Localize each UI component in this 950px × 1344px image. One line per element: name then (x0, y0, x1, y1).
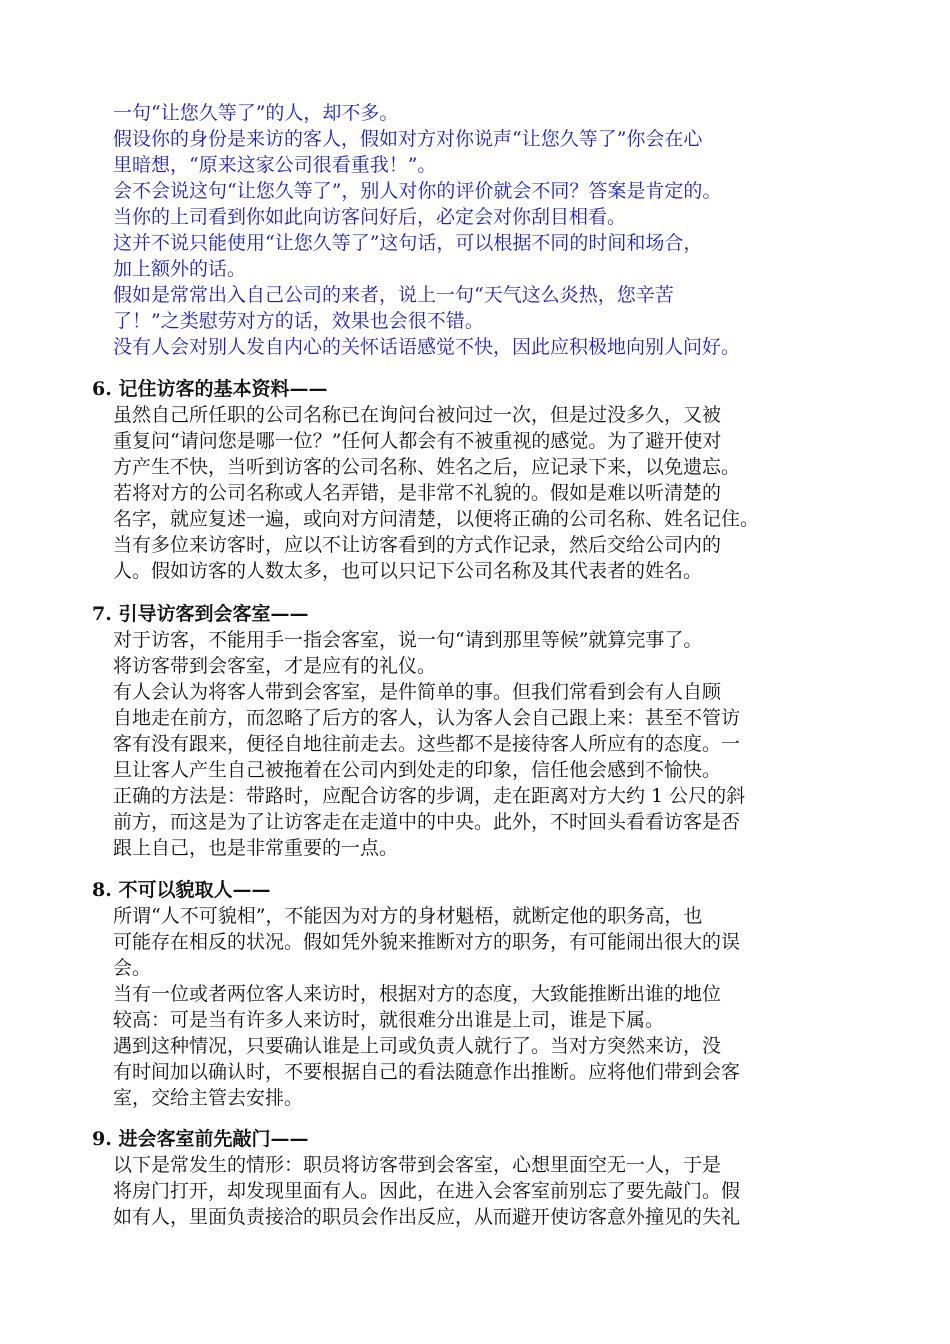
paragraph-line: 人。假如访客的人数太多，也可以只记下公司名称及其代表者的姓名。 (113, 560, 703, 582)
paragraph-line: 有时间加以确认时，不要根据自己的看法随意作出推断。应将他们带到会客 (113, 1061, 741, 1083)
intro-line: 当你的上司看到你如此向访客问好后，必定会对你刮目相看。 (113, 206, 627, 228)
paragraph-line: 重复问“请问您是哪一位？”任何人都会有不被重视的感觉。为了避开使对 (113, 430, 722, 452)
paragraph-line: 以下是常发生的情形：职员将访客带到会客室，心想里面空无一人，于是 (113, 1154, 722, 1176)
paragraph-line: 会。 (113, 957, 152, 979)
paragraph-line: 名字，就应复述一遍，或向对方问清楚，以便将正确的公司名称、姓名记住。 (113, 508, 760, 530)
intro-line: 假设你的身份是来访的客人，假如对方对你说声“让您久等了”你会在心 (113, 128, 703, 150)
paragraph-line: 所谓“人不可貌相”，不能因为对方的身材魁梧，就断定他的职务高，也 (113, 905, 703, 927)
section-heading: 8. 不可以貌取人—— (92, 879, 271, 901)
intro-line: 里暗想，“原来这家公司很看重我！”。 (113, 154, 437, 176)
intro-line: 一句“让您久等了”的人，却不多。 (113, 102, 399, 124)
paragraph-line: 可能存在相反的状况。假如凭外貌来推断对方的职务，有可能闹出很大的误 (113, 931, 741, 953)
paragraph-line: 将访客带到会客室，才是应有的礼仪。 (113, 655, 437, 677)
intro-line: 这并不说只能使用“让您久等了”这句话，可以根据不同的时间和场合， (113, 232, 703, 254)
paragraph-line: 方产生不快，当听到访客的公司名称、姓名之后，应记录下来，以免遗忘。 (113, 456, 741, 478)
intro-line: 没有人会对别人发自内心的关怀话语感觉不快，因此应积极地向别人问好。 (113, 336, 741, 358)
section-heading: 9. 进会客室前先敲门—— (92, 1128, 309, 1150)
intro-line: 了！”之类慰劳对方的话，效果也会很不错。 (113, 310, 484, 332)
paragraph-line: 将房门打开，却发现里面有人。因此，在进入会客室前别忘了要先敲门。假 (113, 1180, 741, 1202)
paragraph-line: 遇到这种情况，只要确认谁是上司或负责人就行了。当对方突然来访，没 (113, 1035, 722, 1057)
intro-line: 假如是常常出入自己公司的来者，说上一句“天气这么炎热，您辛苦 (113, 284, 674, 306)
intro-line: 会不会说这句“让您久等了”，别人对你的评价就会不同？答案是肯定的。 (113, 180, 722, 202)
paragraph-line: 客有没有跟来，便径自地往前走去。这些都不是接待客人所应有的态度。一 (113, 733, 741, 755)
section-heading: 7. 引导访客到会客室—— (92, 603, 309, 625)
paragraph-line: 虽然自己所任职的公司名称已在询问台被问过一次，但是过没多久，又被 (113, 404, 722, 426)
paragraph-line: 跟上自己，也是非常重要的一点。 (113, 837, 399, 859)
paragraph-line: 当有一位或者两位客人来访时，根据对方的态度，大致能推断出谁的地位 (113, 983, 722, 1005)
section-heading: 6. 记住访客的基本资料—— (92, 378, 328, 400)
paragraph-line: 正确的方法是：带路时，应配合访客的步调，走在距离对方大约 1 公尺的斜 (113, 785, 746, 807)
paragraph-line: 如有人，里面负责接洽的职员会作出反应，从而避开使访客意外撞见的失礼 (113, 1206, 741, 1228)
paragraph-line: 前方，而这是为了让访客走在走道中的中央。此外，不时回头看看访客是否 (113, 811, 741, 833)
paragraph-line: 当有多位来访客时，应以不让访客看到的方式作记录，然后交给公司内的 (113, 534, 722, 556)
paragraph-line: 若将对方的公司名称或人名弄错，是非常不礼貌的。假如是难以听清楚的 (113, 482, 722, 504)
paragraph-line: 自地走在前方，而忽略了后方的客人，认为客人会自己跟上来：甚至不管访 (113, 707, 741, 729)
paragraph-line: 对于访客，不能用手一指会客室，说一句“请到那里等候”就算完事了。 (113, 629, 703, 651)
paragraph-line: 有人会认为将客人带到会客室，是件简单的事。但我们常看到会有人自顾 (113, 681, 722, 703)
paragraph-line: 较高：可是当有许多人来访时，就很难分出谁是上司，谁是下属。 (113, 1009, 665, 1031)
paragraph-line: 室，交给主管去安排。 (113, 1087, 304, 1109)
intro-line: 加上额外的话。 (113, 258, 247, 280)
paragraph-line: 旦让客人产生自己被拖着在公司内到处走的印象，信任他会感到不愉快。 (113, 759, 722, 781)
